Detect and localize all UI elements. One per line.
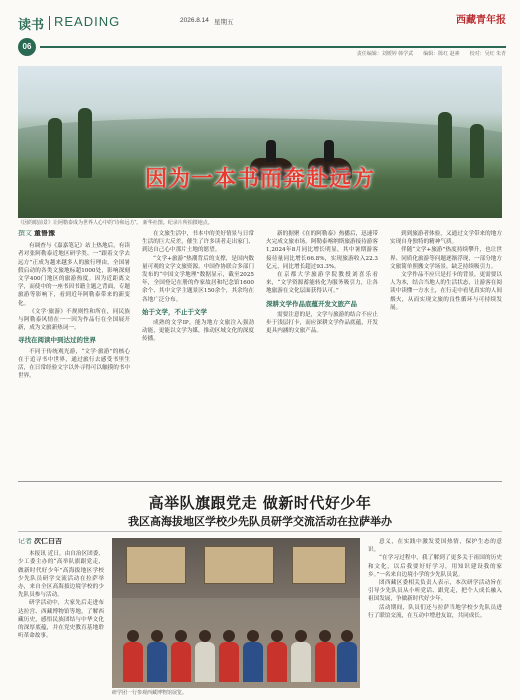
story2-column-right (368, 538, 502, 696)
article-byline (18, 230, 130, 238)
student-figure (266, 630, 288, 682)
paragraph: “在学习过程中，我了解到了更多关于祖国的历史和文化，以后我要好好学习，用知识建设我的家乡。”一名来自边境小学的少先队员说。 (368, 555, 502, 578)
byline-name: 董鲁豫 (33, 230, 55, 237)
story2-photo (112, 538, 360, 688)
story2-headline: 高举队旗跟党走 做新时代好少年 (148, 494, 372, 512)
byline-label: 记者 (18, 538, 32, 545)
section-title-cn: 读书 (18, 18, 45, 33)
article-body (18, 230, 502, 480)
paragraph: 需要注意的是，文学与旅游的结合不应止步于浅层打卡，而应深耕文学作品底蕴，开发更具内涵的文旅产品。 (266, 311, 378, 335)
story2-subheadline: 我区高海拔地区学校少先队员研学交流活动在拉萨举办 (128, 515, 392, 528)
masthead-rule (40, 46, 506, 48)
paragraph: 团西藏区委相关负责人表示，本次研学活动旨在引导少先队员从小听党话、跟党走，把个人成长融入祖国发展，争做新时代好少年。 (368, 580, 502, 603)
article-column-4 (390, 230, 502, 480)
byline-name: 次仁白吉 (33, 538, 62, 545)
paragraph: “文学+旅游”热潮背后的支撑，是国内数量可观的文学文旅资源。中国作协联合多部门发布的“中国文学地理”数据显示，截至2025年，全国登记在册的作家故居和纪念馆1600余个、其中文学主题景区150余个，其余均在各地广泛分布。 (142, 255, 254, 303)
story2-photo-caption: 研学团一行参观西藏博物馆展览。 (112, 690, 188, 696)
section-divider (49, 16, 50, 30)
story2-column-left (18, 538, 104, 696)
paragraph: 研学活动中，大家先后走进布达拉宫、西藏博物馆等地，了解西藏历史，感悟民族团结与中华文化的深厚底蕴，并在党史教育基地聆听革命故事。 (18, 600, 104, 640)
student-figure (170, 630, 192, 682)
paragraph: 到到旅游者体验，又通过文学带来的地方实现自身独特的精神气质。 (390, 231, 502, 246)
hero-photo (18, 66, 502, 218)
section-subhead: 深耕文学作品底蕴开发文旅产品 (266, 299, 357, 308)
hero-caption: 《因的眼前景》让阿勒泰成为世界人心中的“诗和远方”。 新华社图。纪录片所拍摄地点。 (18, 220, 213, 226)
student-figure (194, 630, 216, 682)
paragraph: 在京都大学旅游学院教授刘喜乐看来，“文学资源蓄能转化为服务吸引力，让各地旅游在文化层面获得认可。” (266, 272, 378, 295)
exhibit-panel (292, 546, 346, 584)
student-figure (218, 630, 240, 682)
student-figure (242, 630, 264, 682)
masthead (18, 8, 506, 64)
paragraph: 有调查与《嘉嘉笔记》站上热地后，有读者对张阿勒泰近地区研学类、一“跟着文学去远方”正成为越来越多人的旅行理由。全国暑假启动的各类文旅地标超1000处，影响深刻文学400门地区的旅游热度。因为近距离文学，而使中的一座书因书籍主题之背面，专题旅游等影响下，看到近年阿勒泰带来的新变化。 (18, 243, 130, 307)
paragraph: 在文旅生活中，书本中的美好情景与日常生活的巨大反差，催生了许多读者走出家门、到达自己心中那片土地的愿望。 (142, 231, 254, 254)
hero-headline: 因为一本书而奔赴远方 (144, 167, 375, 192)
paragraph: 《文学·旅游》不规则性和所在，同民族与阿勒泰风情在一一因为作品行在全国展开新，成为文旅新热词一。 (18, 308, 130, 332)
issue-weekday: 星期五 (214, 19, 234, 26)
section-subhead: 寻找在阅读中到达过的世界 (18, 336, 96, 345)
exhibit-panel (126, 546, 186, 584)
article-column-3 (266, 230, 378, 480)
story-divider (18, 481, 502, 482)
section-subhead: 始于文学，不止于文学 (142, 307, 207, 316)
story2-byline (18, 538, 104, 546)
section-title-en: READING (54, 14, 121, 29)
paragraph: 活动期间，队员们还与拉萨当地学校少先队员进行了联谊交流，在互动中增进友谊，共同成长。 (368, 604, 502, 619)
article-column-2 (142, 230, 254, 480)
paragraph: 伴随“文学+旅游”热度持续攀升，也让世界、同质化旅游等问题逐渐浮现，一部分地方文旅简单照搬文学场景，缺乏持续吸引力。 (390, 247, 502, 270)
exhibit-panel (204, 546, 274, 584)
paragraph: 本报讯 近日，由自治区团委、少工委主办的“高举队旗跟党走，做新时代好少年”高海拔地区学校少先队员研学交流活动在拉萨举办，来自全区高海拔边境学校的少先队员参与活动。 (18, 551, 104, 599)
student-figure (146, 630, 168, 682)
student-figure (122, 630, 144, 682)
paragraph: 意义，在实践中激发爱国热情，保护生态的意识。 (368, 539, 502, 554)
byline-label: 撰文 (18, 230, 32, 237)
page-number-badge: 06 (18, 38, 36, 56)
issue-date: 2026.8.14 (180, 17, 209, 24)
paragraph: 新的据聚《在的阿勒泰》热播后，迅速带火完成文旅市场。阿勒泰喀纳斯旅游接待游客1,2024年8月同比增长明显，其中暑期游客接待量同比增长66.8%，实现旅游收入22.3亿元，同比增长超过93.3%。 (266, 231, 378, 270)
paper-name: 西藏青年报 (456, 15, 506, 26)
paragraph: 不同于传统观光游，“文学·旅游”的核心在于追寻书中世界，通过旅行去感受书里生活，在日常经验文字以外寻得可以触摸的书中世界。 (18, 348, 130, 380)
paragraph: 成熟的文学IP，能为地方文旅注入强劲动能，更能以文学为媒，推动区域文化的深度传播。 (142, 320, 254, 343)
editor-credits: 责任编辑：刘媛婷 韩学武 编辑：陈红 赵素 校对：吴红 朱青 (356, 51, 506, 57)
article-column-1 (18, 230, 130, 480)
paragraph: 文学作品不应只是打卡的背景，更需要以人为本，结合当地人的生活状态，让游客在阅读中读懂一方水土，在行走中看见真实的人间烟火，从而实现文旅的良性循环与可持续发展。 (390, 272, 502, 311)
student-figure (290, 630, 312, 682)
story2-rule (18, 531, 502, 532)
student-figure (314, 630, 336, 682)
student-figure (336, 630, 358, 682)
